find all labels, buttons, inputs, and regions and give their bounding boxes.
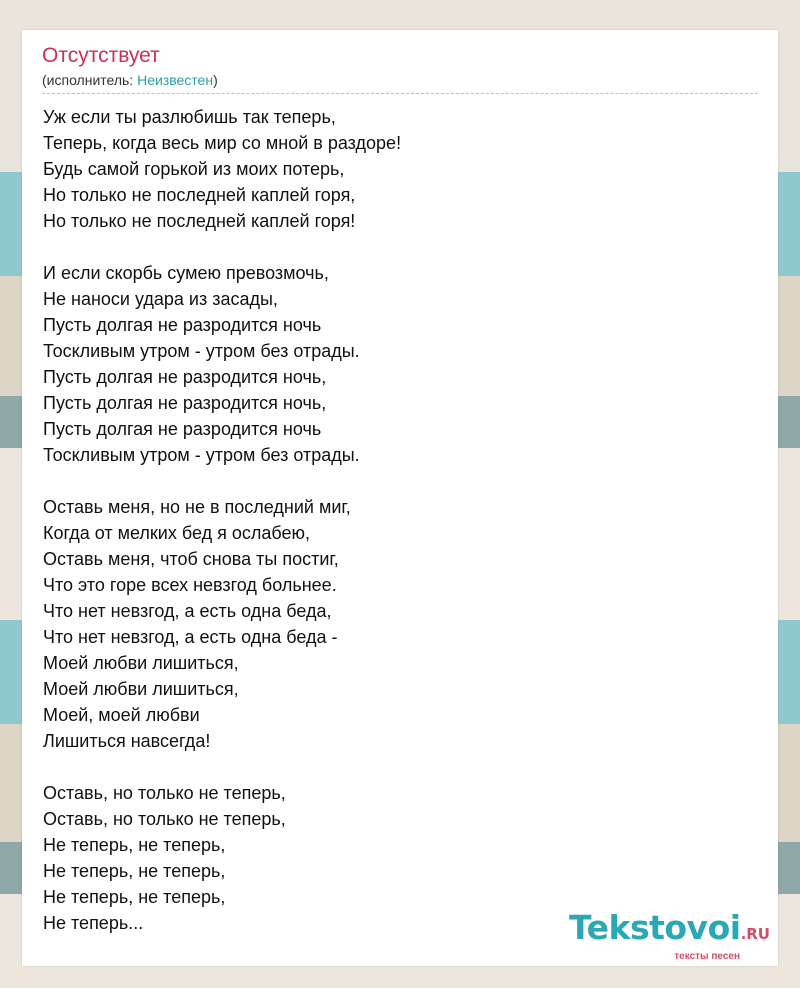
lyric-line: И если скорбь сумею превозмочь, <box>43 263 329 283</box>
lyric-line: Моей, моей любви <box>43 705 200 725</box>
lyric-line: Тоскливым утром - утром без отрады. <box>43 341 360 361</box>
lyric-line: Пусть долгая не разродится ночь, <box>43 367 327 387</box>
artist-prefix: (исполнитель: <box>42 72 138 88</box>
lyric-line: Не теперь, не теперь, <box>43 861 226 881</box>
lyric-line: Когда от мелких бед я ослабею, <box>43 523 310 543</box>
stanza <box>43 494 759 754</box>
lyric-line: Пусть долгая не разродится ночь <box>43 419 322 439</box>
lyric-line: Оставь меня, но не в последний миг, <box>43 497 351 517</box>
artist-link[interactable]: Неизвестен <box>137 72 214 88</box>
site-logo[interactable] <box>569 908 770 962</box>
lyric-line: Лишиться навсегда! <box>43 731 211 751</box>
logo-tagline: тексты песен <box>674 951 740 962</box>
logo-name: Tekstovoi <box>569 908 741 947</box>
lyric-line: Не наноси удара из засады, <box>43 289 278 309</box>
lyric-line: Но только не последней каплей горя, <box>43 185 356 205</box>
song-header <box>42 43 758 94</box>
song-title: Отсутствует <box>42 44 160 67</box>
lyric-line: Теперь, когда весь мир со мной в раздоре! <box>43 133 402 153</box>
lyric-line: Не теперь... <box>43 913 144 933</box>
lyric-line: Что нет невзгод, а есть одна беда, <box>43 601 332 621</box>
lyric-line: Но только не последней каплей горя! <box>43 211 356 231</box>
lyric-line: Моей любви лишиться, <box>43 653 239 673</box>
logo-wordmark <box>569 908 770 951</box>
lyric-line: Пусть долгая не разродится ночь, <box>43 393 327 413</box>
lyric-line: Моей любви лишиться, <box>43 679 239 699</box>
stanza <box>43 104 759 234</box>
logo-domain: .RU <box>740 925 770 943</box>
lyric-line: Оставь меня, чтоб снова ты постиг, <box>43 549 339 569</box>
lyrics-card <box>22 30 778 966</box>
lyric-line: Не теперь, не теперь, <box>43 887 226 907</box>
artist-line <box>42 70 758 90</box>
lyrics-body <box>43 104 759 962</box>
lyric-line: Тоскливым утром - утром без отрады. <box>43 445 360 465</box>
lyric-line: Не теперь, не теперь, <box>43 835 226 855</box>
lyric-line: Что нет невзгод, а есть одна беда - <box>43 627 338 647</box>
artist-suffix: ) <box>213 72 218 88</box>
stanza <box>43 260 759 468</box>
lyric-line: Будь самой горькой из моих потерь, <box>43 159 345 179</box>
lyric-line: Уж если ты разлюбишь так теперь, <box>43 107 336 127</box>
lyric-line: Что это горе всех невзгод больнее. <box>43 575 337 595</box>
lyric-line: Оставь, но только не теперь, <box>43 783 286 803</box>
lyric-line: Оставь, но только не теперь, <box>43 809 286 829</box>
lyric-line: Пусть долгая не разродится ночь <box>43 315 322 335</box>
